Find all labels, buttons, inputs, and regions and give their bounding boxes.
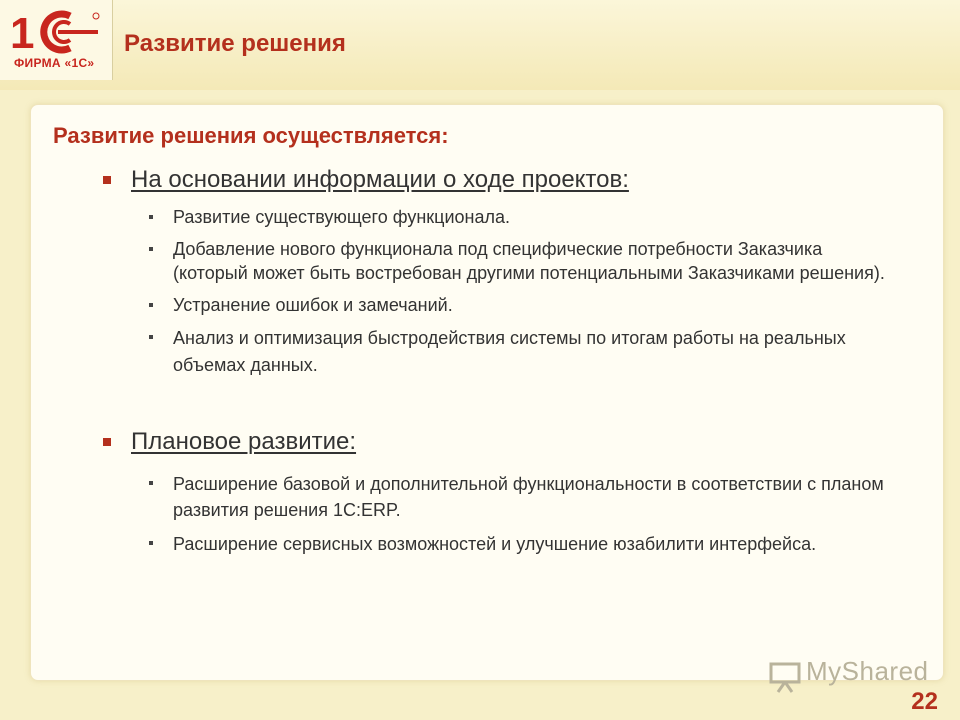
company-logo	[0, 0, 113, 80]
square-bullet-icon	[103, 438, 111, 446]
watermark: MyShared	[806, 656, 929, 686]
small-bullet-icon	[149, 335, 153, 339]
list-item: Расширение базовой и дополнительной функциональности в соответствии с планом развития решения 1С:ERP.	[101, 471, 901, 523]
main-heading: Развитие решения осуществляется:	[53, 123, 449, 148]
small-bullet-icon	[149, 481, 153, 485]
slideshow-icon	[768, 660, 802, 699]
small-bullet-icon	[149, 303, 153, 307]
slide-header	[0, 0, 960, 90]
logo-caption: ФИРМА «1С»	[14, 56, 95, 70]
list-item: Устранение ошибок и замечаний.	[101, 293, 901, 317]
page-title: Развитие решения	[124, 30, 346, 57]
list-item: Расширение сервисных возможностей и улучшение юзабилити интерфейса.	[101, 531, 901, 557]
section-planned	[101, 427, 901, 557]
bullet-list	[101, 471, 901, 557]
section-label: Плановое развитие:	[131, 428, 357, 455]
section-heading	[101, 427, 901, 457]
content-panel	[30, 104, 944, 681]
list-item: Добавление нового функционала под специфические потребности Заказчика (который может быть востребован другими потенциальными Заказчиками решения).	[101, 237, 901, 285]
page-number: 22	[911, 688, 938, 715]
section-heading	[101, 165, 901, 195]
small-bullet-icon	[149, 215, 153, 219]
list-item: Развитие существующего функционала.	[101, 205, 901, 229]
small-bullet-icon	[149, 247, 153, 251]
svg-text:1: 1	[10, 10, 35, 54]
bullet-list	[101, 205, 901, 379]
list-item: Анализ и оптимизация быстродействия системы по итогам работы на реальных объемах данных.	[101, 325, 901, 379]
small-bullet-icon	[149, 541, 153, 545]
section-projects	[101, 165, 901, 379]
1c-logo-icon	[10, 10, 102, 54]
section-label: На основании информации о ходе проектов:	[131, 166, 629, 193]
square-bullet-icon	[103, 176, 111, 184]
